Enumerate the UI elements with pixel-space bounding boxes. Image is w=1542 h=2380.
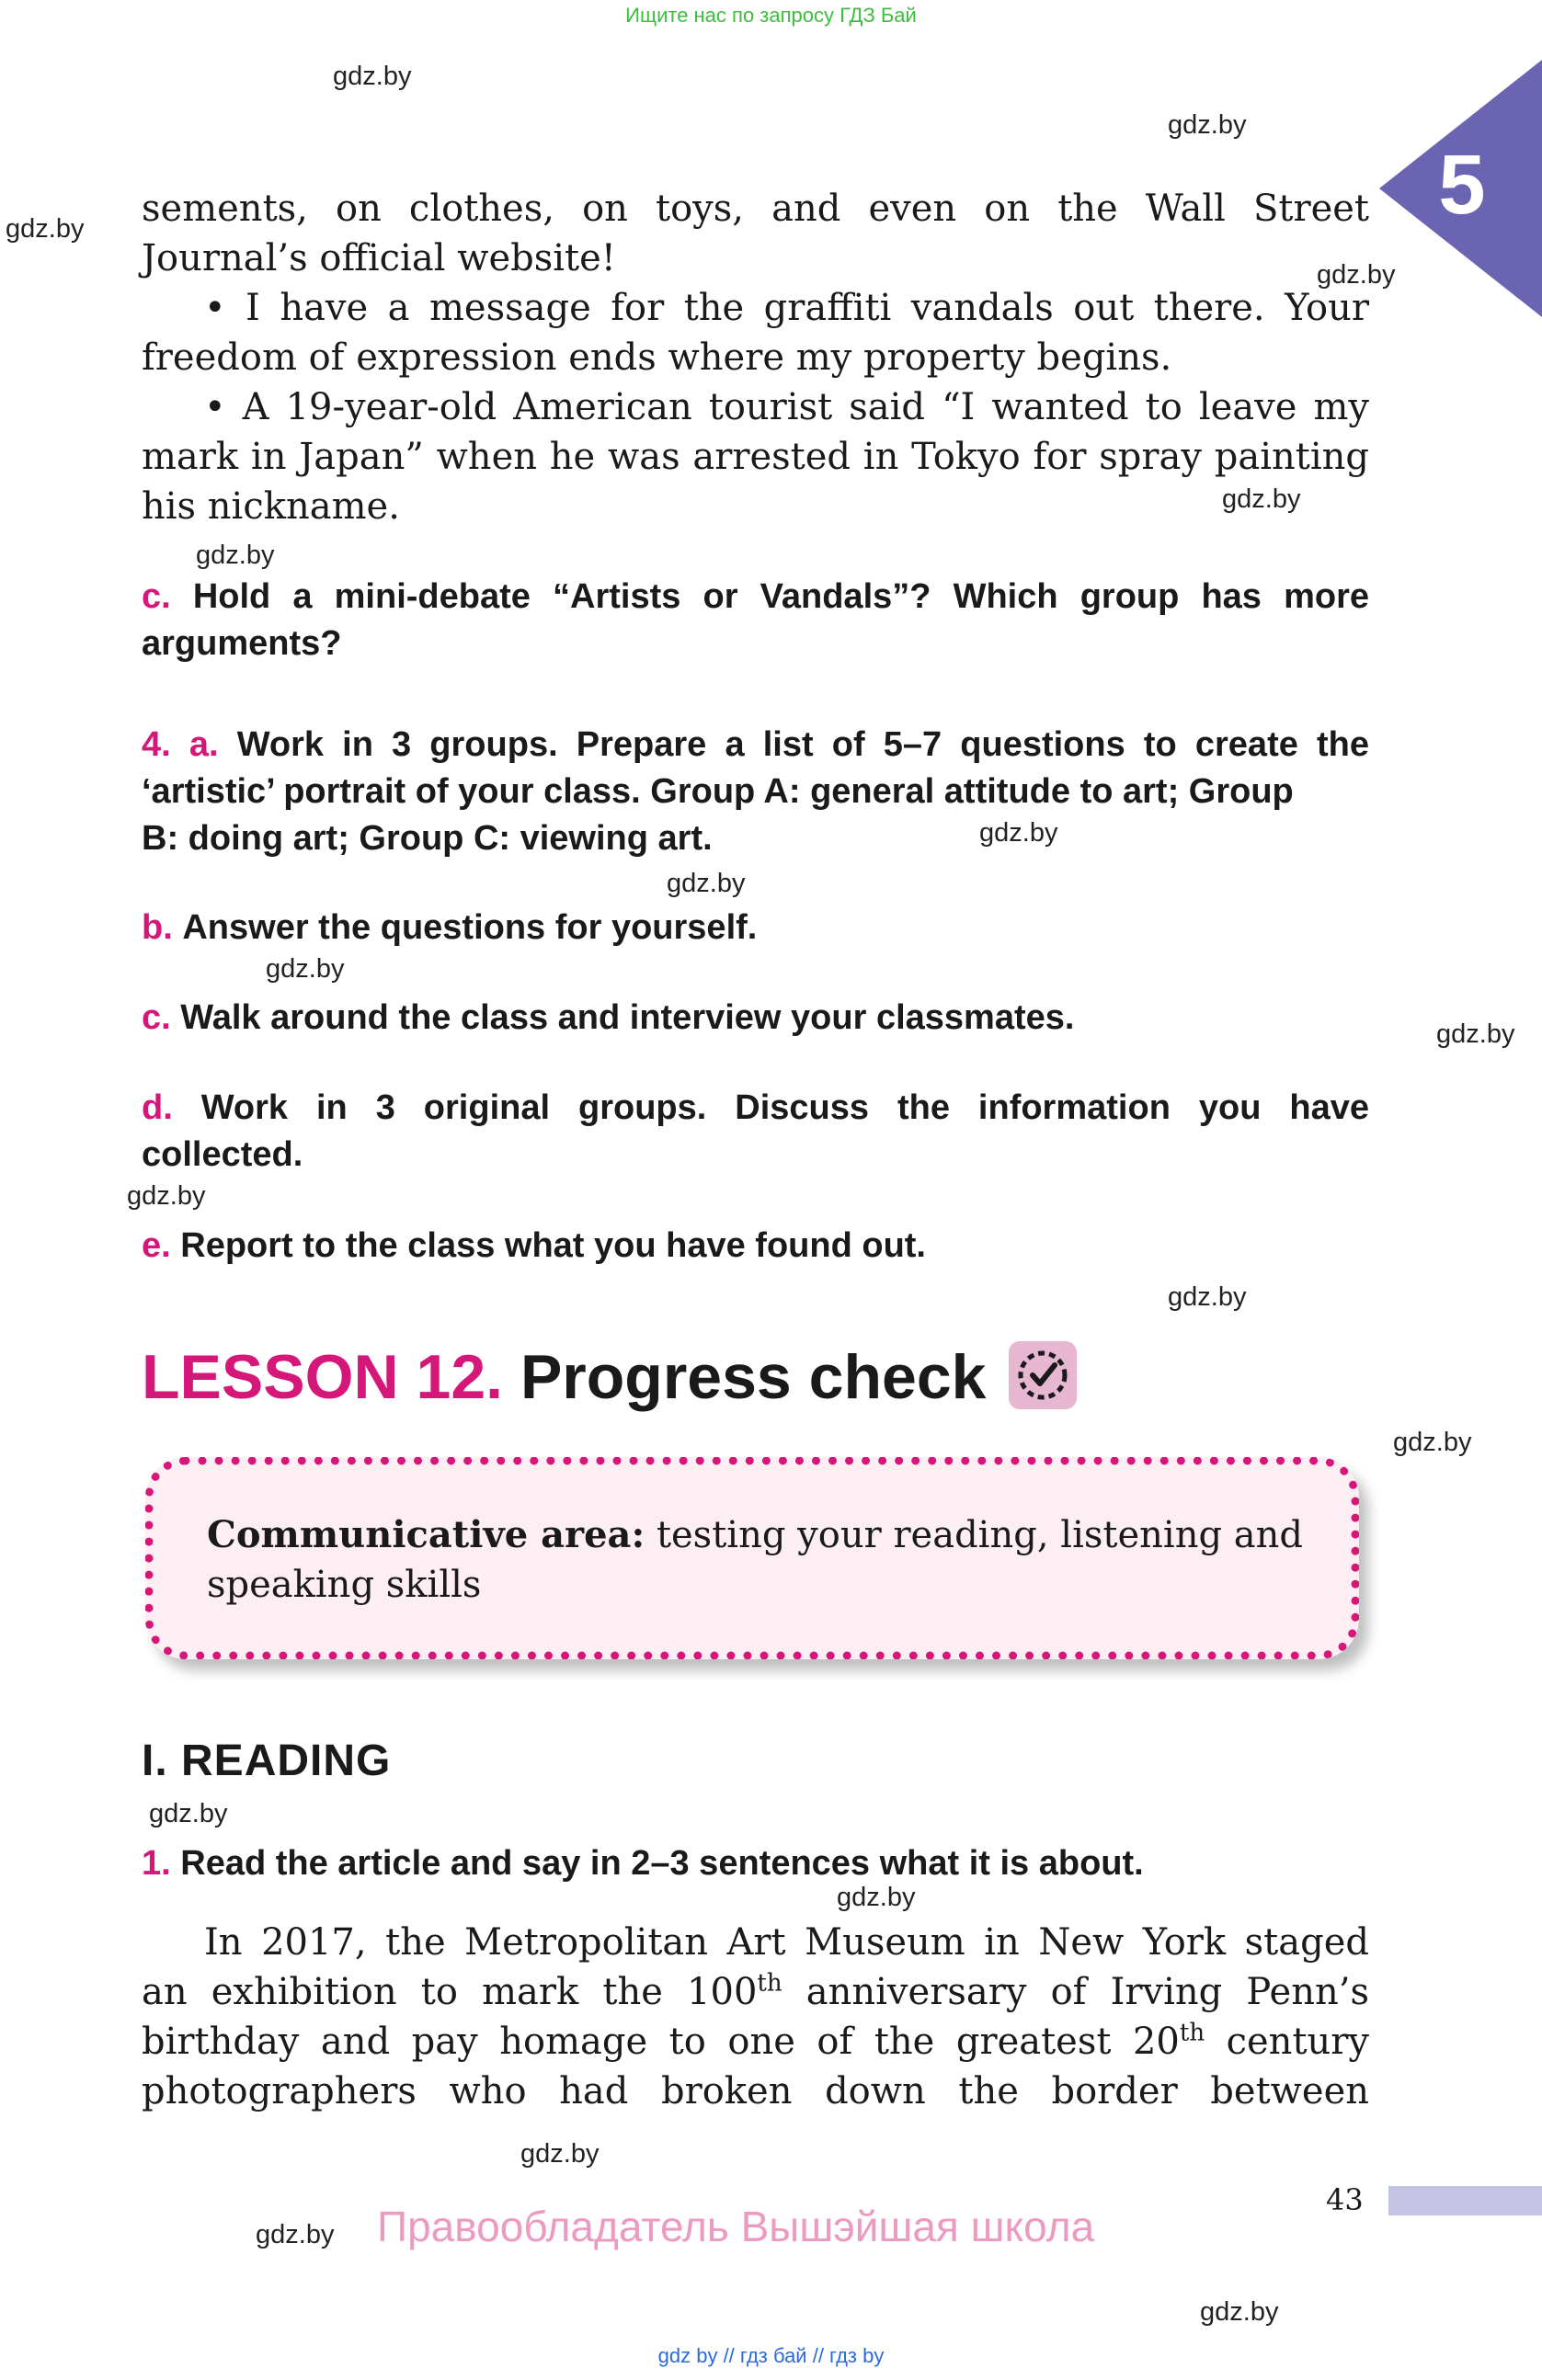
bullet-line: • I have a message for the graffiti vandals out there. Your: [204, 287, 1369, 329]
watermark: gdz.by: [1393, 1428, 1472, 1457]
task-label: a.: [188, 725, 219, 764]
text-line: mark in Japan” when he was arrested in Tokyo for spray painting: [142, 436, 1369, 478]
watermark: gdz.by: [1317, 260, 1396, 290]
task-label: e.: [142, 1226, 171, 1265]
text-line: Journal’s official website!: [142, 237, 616, 279]
task-text: Hold a mini-debate “Artists or Vandals”? Which group has more: [192, 577, 1369, 616]
watermark: gdz.by: [256, 2220, 335, 2249]
watermark: gdz.by: [1436, 1019, 1515, 1049]
continuation-text: [142, 184, 1369, 531]
task-label: c.: [142, 998, 171, 1037]
task-text: ‘artistic’ portrait of your class. Group A: general attitude to art; Group: [142, 772, 1294, 811]
watermark: gdz.by: [127, 1181, 206, 1211]
progress-check-icon: [1009, 1341, 1077, 1409]
task-text: Work in 3 groups. Prepare a list of 5–7 questions to create the: [236, 725, 1369, 764]
text-line: In 2017, the Metropolitan Art Museum in New York staged: [204, 1921, 1369, 1964]
watermark: gdz.by: [6, 214, 85, 244]
watermark: gdz.by: [837, 1883, 916, 1912]
watermark: gdz.by: [1168, 1282, 1247, 1312]
copyright-holder: Правообладатель Вышэйшая школа: [377, 2203, 1095, 2250]
task-number: 4.: [142, 725, 171, 764]
watermark: gdz.by: [196, 541, 275, 570]
task-text: Walk around the class and interview your classmates.: [180, 998, 1075, 1037]
text-line: sements, on clothes, on toys, and even on the Wall Street: [142, 188, 1369, 230]
article-text: [142, 1918, 1369, 2116]
task-text: Report to the class what you have found out.: [180, 1226, 926, 1265]
text-line: his nickname.: [142, 485, 400, 528]
reading-task-1: [142, 1840, 1369, 1887]
task-4c: [142, 995, 1369, 1042]
lesson-name: Progress check: [520, 1342, 987, 1412]
chapter-number: 5: [1438, 138, 1486, 232]
task-label: c.: [142, 577, 171, 616]
task-4e: [142, 1223, 1369, 1270]
task-text: arguments?: [142, 624, 342, 663]
communicative-desc: speaking skills: [207, 1564, 482, 1606]
watermark: gdz.by: [667, 869, 746, 898]
task-4a: [142, 722, 1369, 862]
watermark: gdz.by: [333, 62, 412, 91]
task-label: b.: [142, 908, 173, 947]
page-number-bar: [1388, 2186, 1542, 2215]
text-line: freedom of expression ends where my property begins.: [142, 336, 1172, 379]
task-number: 1.: [142, 1844, 171, 1883]
bullet-line: • A 19-year-old American tourist said “I wanted to leave my: [204, 386, 1369, 428]
task-4d: [142, 1085, 1369, 1179]
watermark: gdz.by: [1200, 2297, 1279, 2327]
watermark: gdz.by: [979, 818, 1058, 848]
task-4b: [142, 905, 1369, 951]
watermark: gdz.by: [1222, 484, 1301, 514]
communicative-desc: testing your reading, listening and: [656, 1514, 1303, 1556]
top-search-banner: Ищите нас по запросу ГДЗ Бай: [625, 4, 917, 27]
communicative-area-text: [207, 1510, 1301, 1610]
lesson-title: [142, 1340, 986, 1414]
task-text: B: doing art; Group C: viewing art.: [142, 819, 713, 858]
section-heading: I. READING: [142, 1737, 392, 1785]
watermark: gdz.by: [266, 954, 345, 984]
watermark: gdz.by: [1168, 110, 1247, 140]
task-label: d.: [142, 1088, 173, 1127]
text-line: an exhibition to mark the 100th anniversary of Irving Penn’s: [142, 1969, 1369, 2013]
page-number: 43: [1326, 2182, 1364, 2217]
communicative-label: Communicative area:: [207, 1513, 645, 1556]
task-3c: [142, 574, 1369, 667]
task-text: collected.: [142, 1135, 303, 1174]
task-text: Answer the questions for yourself.: [182, 908, 758, 947]
task-text: Work in 3 original groups. Discuss the information you have: [200, 1088, 1369, 1127]
watermark: gdz.by: [149, 1799, 228, 1828]
text-line: birthday and pay homage to one of the greatest 20th century: [142, 2019, 1369, 2063]
task-text: Read the article and say in 2–3 sentences what it is about.: [180, 1844, 1144, 1883]
bottom-links[interactable]: gdz by // гдз бай // гдз by: [657, 2344, 885, 2367]
lesson-number: LESSON 12.: [142, 1342, 504, 1412]
watermark: gdz.by: [520, 2139, 600, 2169]
text-line: photographers who had broken down the border between: [142, 2070, 1369, 2112]
